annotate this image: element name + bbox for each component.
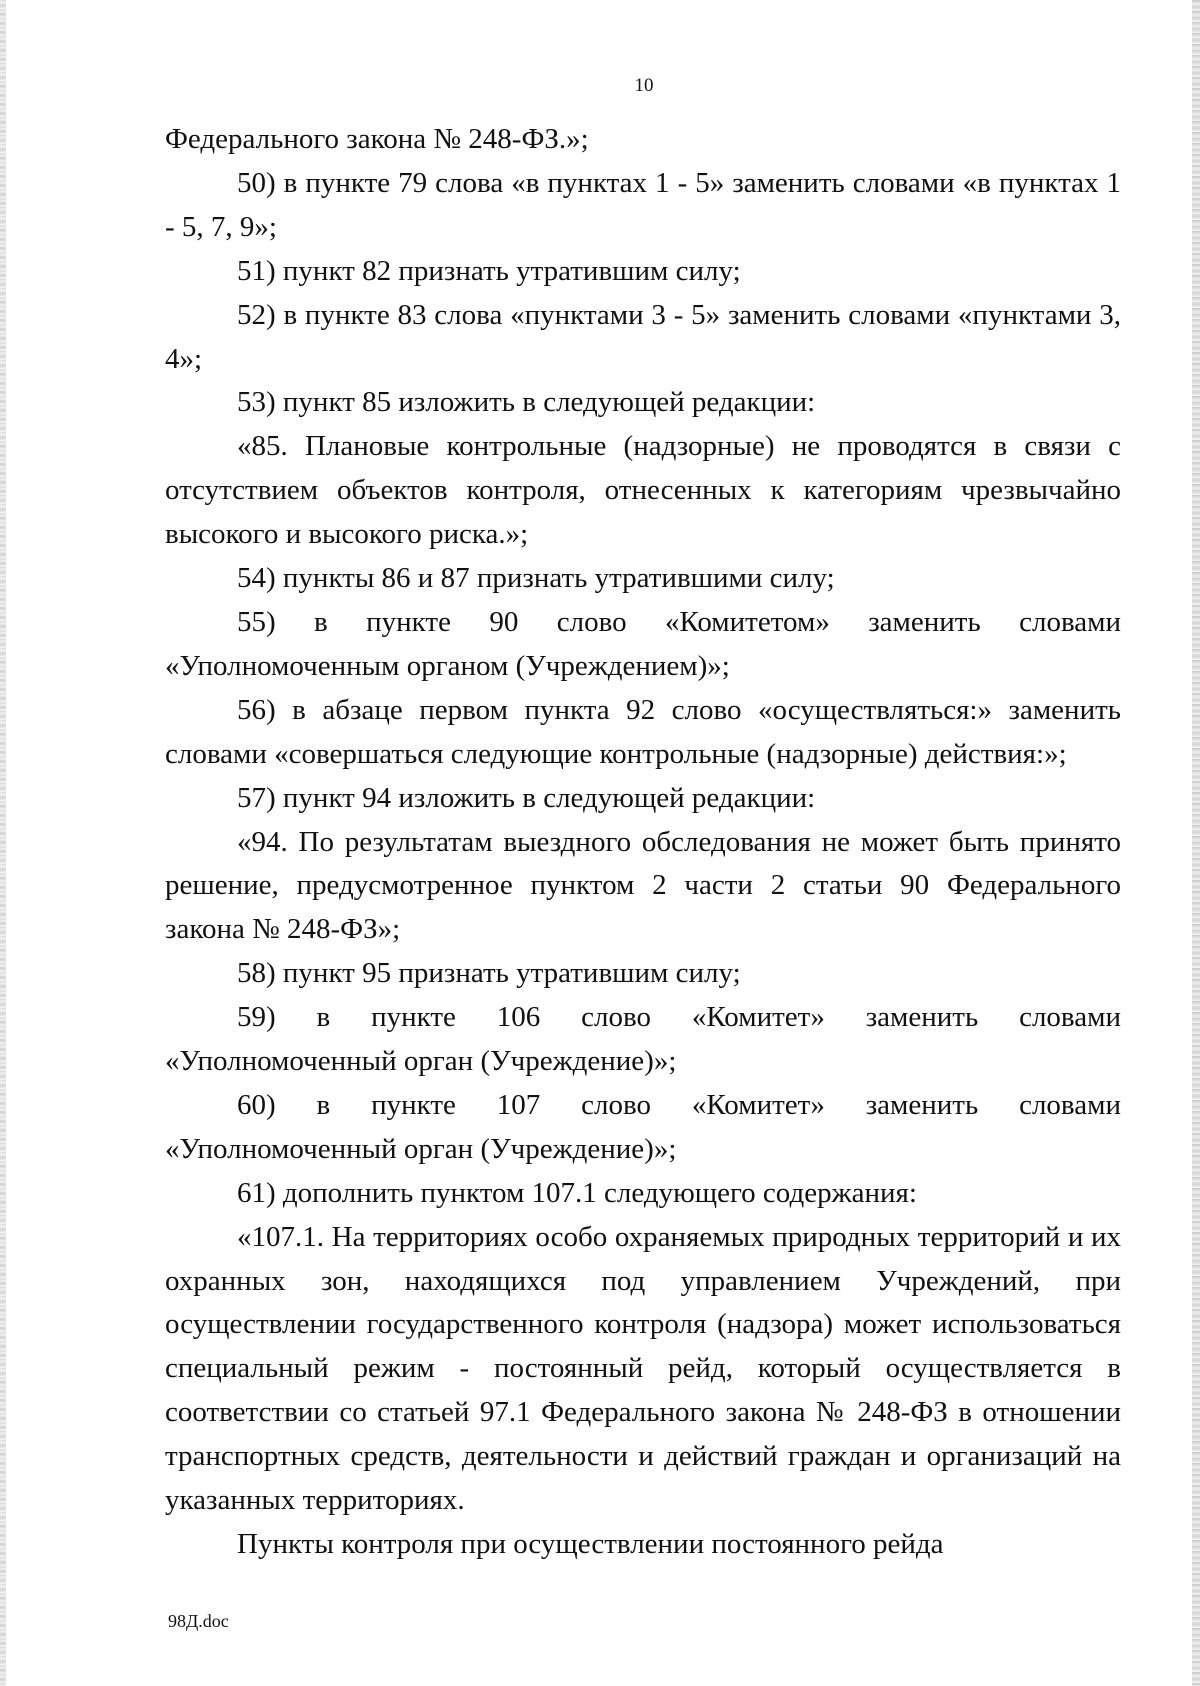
paragraph-item-61: 61) дополнить пунктом 107.1 следующего содержания: [237, 1176, 917, 1209]
paragraph-quote-107-1: «107.1. На территориях особо охраняемых природных территорий и их охранных зон, находящихся под управлением Учреждений, при осуществлении государственного контроля (надзора) может использоваться специальный режим - постоянный рейд, который осуществляется в соответствии со статьей 97.1 Федерального закона № 248-ФЗ в отношении транспортных средств, деятельности и действий граждан и организаций на указанных территориях. [165, 1220, 1121, 1517]
page-number: 10 [634, 75, 654, 96]
footer-filename: 98Д.doc [168, 1611, 229, 1631]
paragraph-quote-94: «94. По результатам выездного обследования не может быть принято решение, предусмотренное пунктом 2 части 2 статьи 90 Федерального закона № 248-ФЗ»; [165, 825, 1121, 946]
paragraph-item-54: 54) пункты 86 и 87 признать утратившими силу; [237, 562, 835, 595]
paragraph-quote-85: «85. Плановые контрольные (надзорные) не проводятся в связи с отсутствием объектов контроля, отнесенных к категориям чрезвычайно высокого и высокого риска.»; [165, 430, 1121, 551]
scan-edge-left [0, 0, 6, 1686]
paragraph-item-57: 57) пункт 94 изложить в следующей редакции: [237, 781, 816, 814]
paragraph-item-50: 50) в пункте 79 слова «в пунктах 1 - 5» заменить словами «в пунктах 1 - 5, 7, 9»; [165, 166, 1121, 243]
paragraph-item-53: 53) пункт 85 изложить в следующей редакции: [237, 386, 816, 419]
scan-edge-right [1192, 0, 1200, 1686]
paragraph-item-58: 58) пункт 95 признать утратившим силу; [237, 957, 741, 990]
document-body [165, 118, 1121, 1567]
paragraph-item-56: 56) в абзаце первом пункта 92 слово «осуществляться:» заменить словами «совершаться следующие контрольные (надзорные) действия:»; [165, 693, 1121, 770]
paragraph-item-52: 52) в пункте 83 слова «пунктами 3 - 5» заменить словами «пунктами 3, 4»; [165, 298, 1121, 375]
paragraph-continuation: Федерального закона № 248-ФЗ.»; [165, 123, 589, 155]
paragraph-control-points: Пункты контроля при осуществлении постоянного рейда [237, 1528, 944, 1560]
paragraph-item-59: 59) в пункте 106 слово «Комитет» заменить словами «Уполномоченный орган (Учреждение)»; [165, 1001, 1121, 1078]
paragraph-item-51: 51) пункт 82 признать утратившим силу; [237, 254, 741, 287]
paragraph-item-60: 60) в пункте 107 слово «Комитет» заменить словами «Уполномоченный орган (Учреждение)»; [165, 1088, 1121, 1165]
paragraph-item-55: 55) в пункте 90 слово «Комитетом» заменить словами «Уполномоченным органом (Учреждением)»; [165, 605, 1121, 682]
